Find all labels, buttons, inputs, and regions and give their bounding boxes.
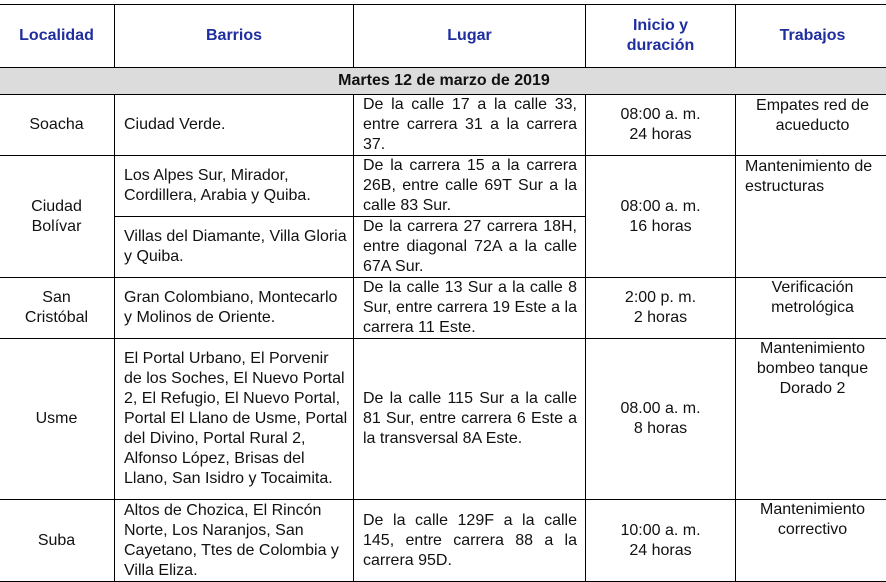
lugar-cell: De la carrera 15 a la carrera 26B, entre calle 69T Sur a la calle 83 Sur.	[354, 156, 586, 217]
trabajos-cell: Empates red de acueducto	[736, 95, 886, 156]
header-localidad: Localidad	[0, 5, 115, 68]
inicio-cell	[586, 156, 736, 278]
table-row	[0, 156, 886, 217]
barrios-cell: Altos de Chozica, El Rincón Norte, Los Naranjos, San Cayetano, Ttes de Colombia y Villa Eliza.	[115, 500, 354, 582]
lugar-cell: De la calle 129F a la calle 145, entre carrera 88 a la carrera 95D.	[354, 500, 586, 582]
barrios-cell: Villas del Diamante, Villa Gloria y Quiba.	[115, 217, 354, 278]
barrios-cell: Ciudad Verde.	[115, 95, 354, 156]
localidad-cell: Soacha	[0, 95, 115, 156]
table-row	[0, 339, 886, 500]
duration: 24 horas	[586, 125, 735, 145]
start-time: 08:00 a. m.	[586, 197, 735, 217]
header-lugar: Lugar	[354, 5, 586, 68]
duration: 16 horas	[586, 217, 735, 237]
lugar-cell: De la calle 115 Sur a la calle 81 Sur, entre carrera 6 Este a la transversal 8A Este.	[354, 339, 586, 500]
table-row	[0, 95, 886, 156]
trabajos-cell: Mantenimiento de estructuras	[736, 156, 886, 278]
localidad-cell: Usme	[0, 339, 115, 500]
header-inicio: Inicio y duración	[586, 5, 736, 68]
table-row	[0, 500, 886, 582]
inicio-cell	[586, 339, 736, 500]
start-time: 08:00 a. m.	[586, 105, 735, 125]
trabajos-cell: Verificación metrológica	[736, 278, 886, 339]
date-row	[0, 68, 886, 95]
date-label: Martes 12 de marzo de 2019	[0, 68, 886, 95]
header-trabajos: Trabajos	[736, 5, 886, 68]
inicio-cell	[586, 95, 736, 156]
localidad-cell: San Cristóbal	[0, 278, 115, 339]
duration: 24 horas	[586, 541, 735, 561]
localidad-cell: Suba	[0, 500, 115, 582]
start-time: 2:00 p. m.	[586, 288, 735, 308]
inicio-cell	[586, 278, 736, 339]
schedule-table	[0, 4, 886, 582]
lugar-cell: De la calle 17 a la calle 33, entre carrera 31 a la carrera 37.	[354, 95, 586, 156]
trabajos-cell: Mantenimiento bombeo tanque Dorado 2	[736, 339, 886, 500]
localidad-cell: Ciudad Bolívar	[0, 156, 115, 278]
lugar-cell: De la carrera 27 carrera 18H, entre diagonal 72A a la calle 67A Sur.	[354, 217, 586, 278]
header-row	[0, 5, 886, 68]
inicio-cell	[586, 500, 736, 582]
start-time: 10:00 a. m.	[586, 521, 735, 541]
duration: 2 horas	[586, 308, 735, 328]
lugar-cell: De la calle 13 Sur a la calle 8 Sur, entre carrera 19 Este a la carrera 11 Este.	[354, 278, 586, 339]
barrios-cell: Gran Colombiano, Montecarlo y Molinos de Oriente.	[115, 278, 354, 339]
trabajos-cell: Mantenimiento correctivo	[736, 500, 886, 582]
barrios-cell: Los Alpes Sur, Mirador, Cordillera, Arabia y Quiba.	[115, 156, 354, 217]
header-barrios: Barrios	[115, 5, 354, 68]
start-time: 08.00 a. m.	[586, 399, 735, 419]
table-row	[0, 278, 886, 339]
duration: 8 horas	[586, 419, 735, 439]
barrios-cell: El Portal Urbano, El Porvenir de los Soches, El Nuevo Portal 2, El Refugio, El Nuevo Portal, Portal El Llano de Usme, Portal del Divino, Portal Rural 2, Alfonso López, Brisas del Llano, San Isidro y Tocaimita.	[115, 339, 354, 500]
